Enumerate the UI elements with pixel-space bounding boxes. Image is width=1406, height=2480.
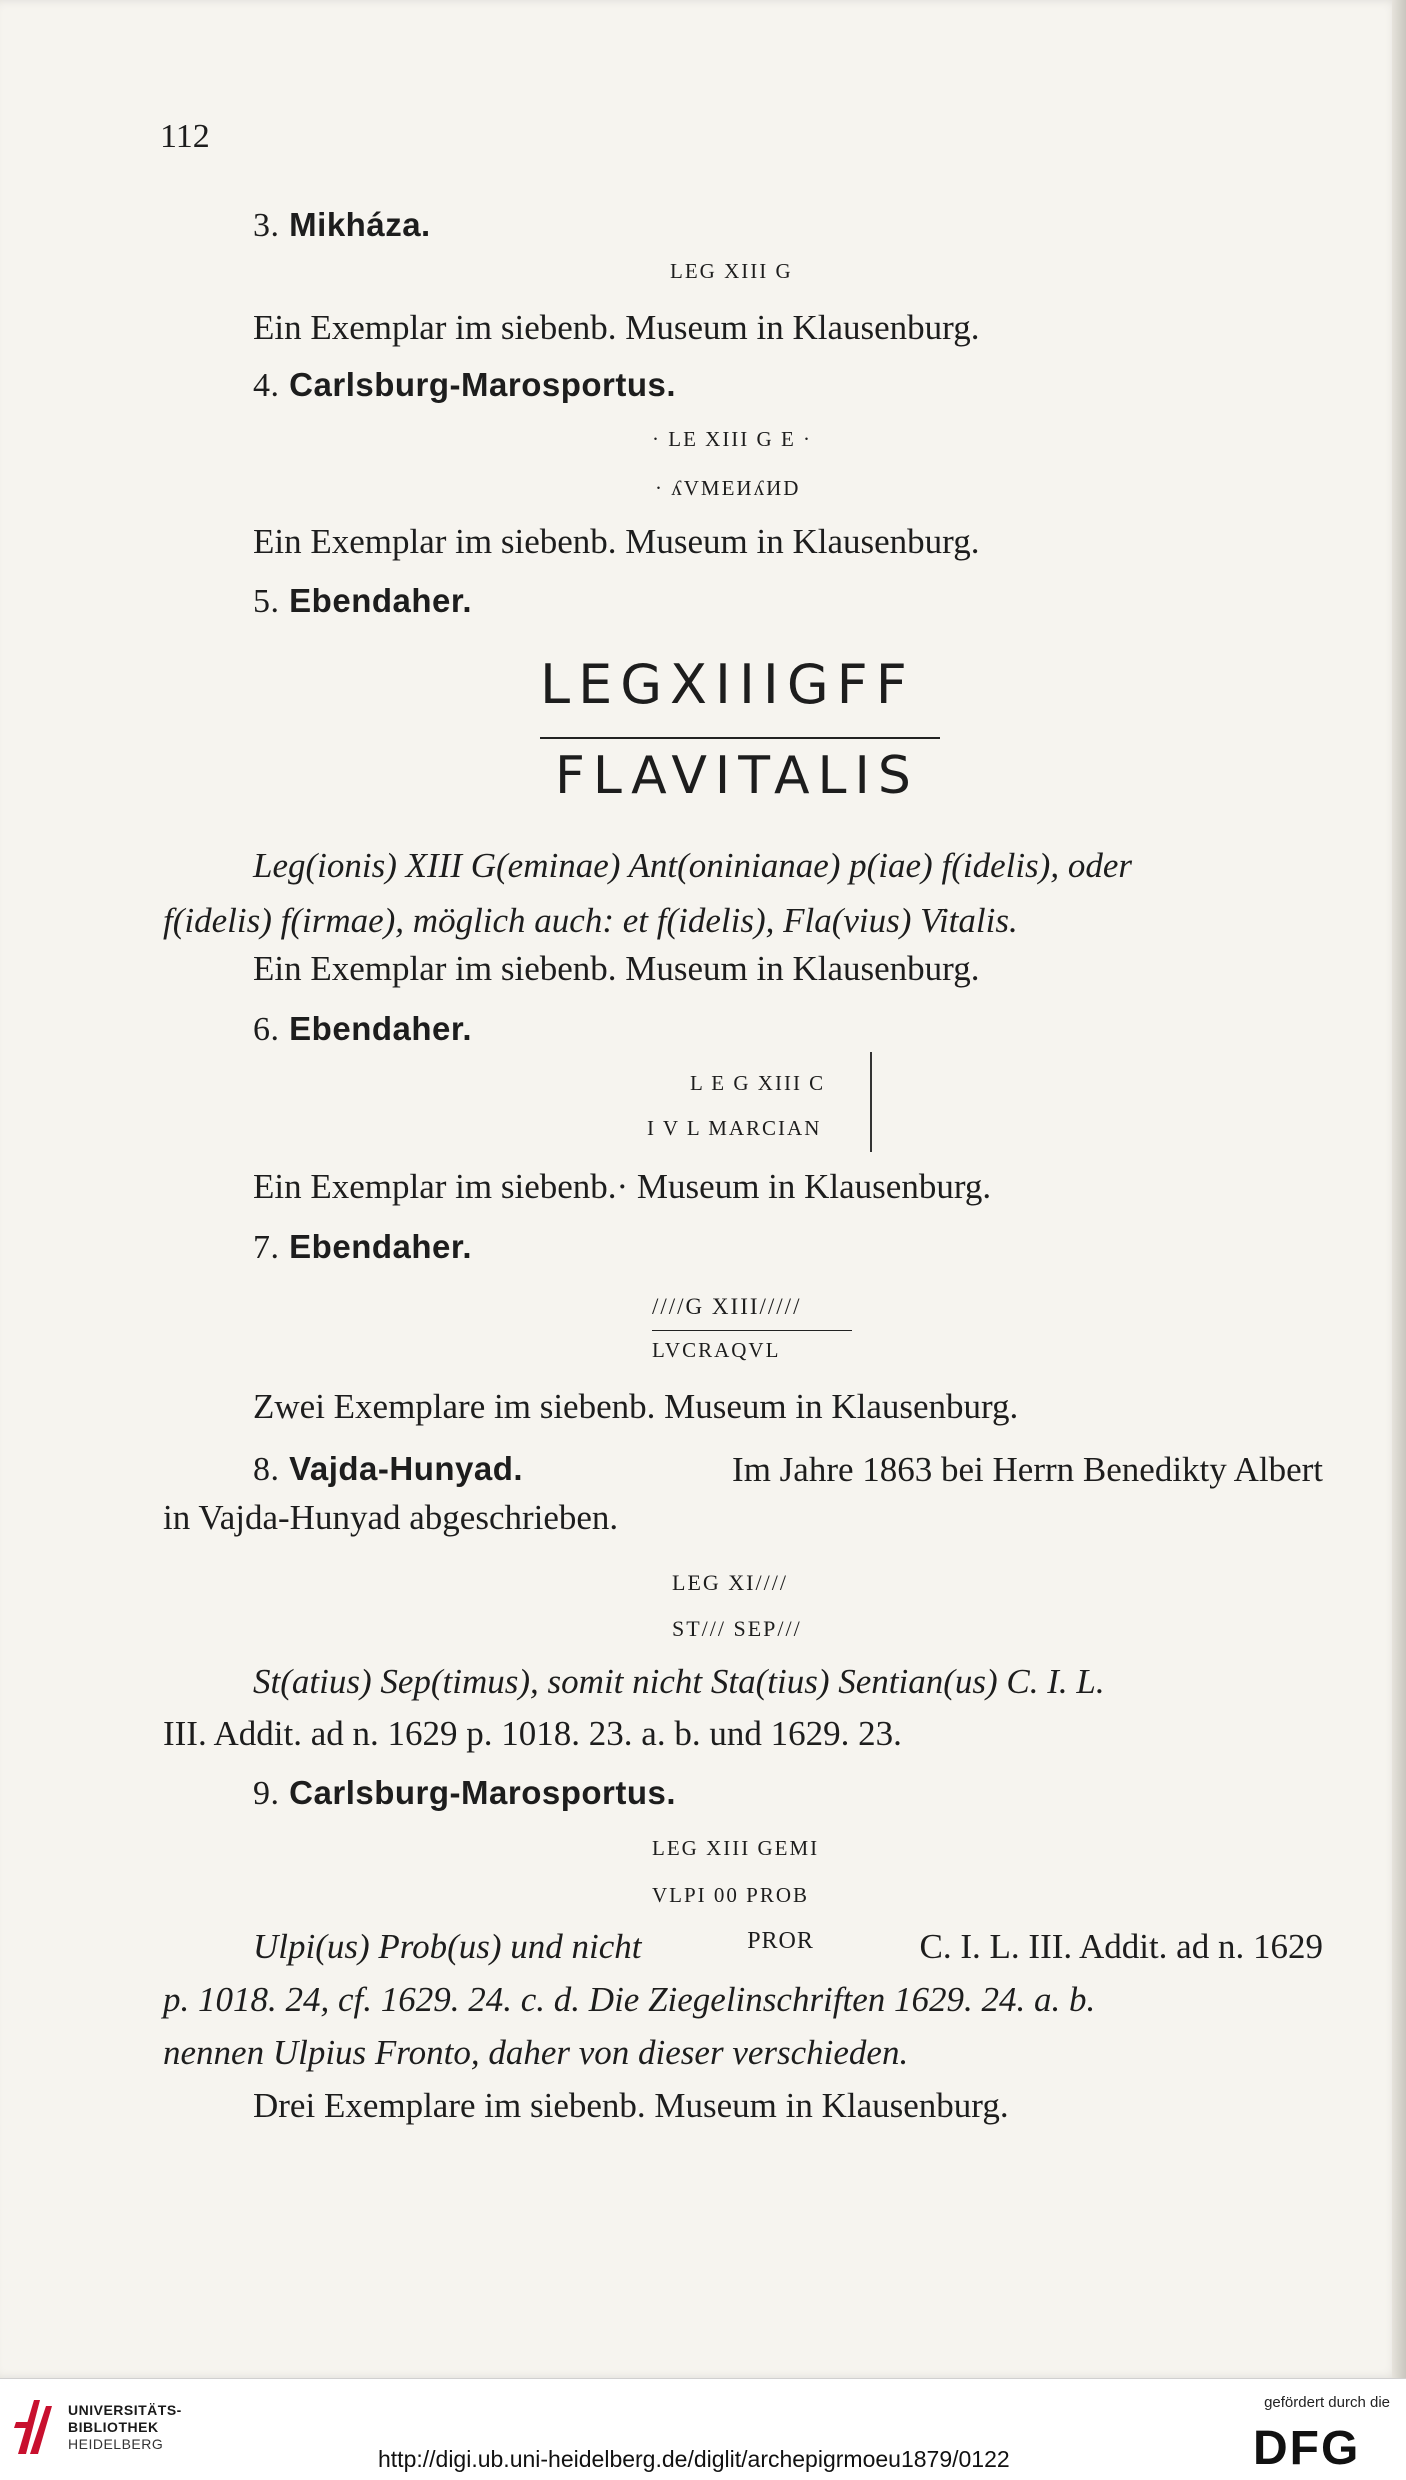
entry-6-heading: 6. Ebendaher. xyxy=(253,1010,473,1048)
entry-6-exemplar: Ein Exemplar im siebenb.· Museum in Klausenburg. xyxy=(253,1167,992,1206)
permalink-url[interactable]: http://digi.ub.uni-heidelberg.de/diglit/archepigrmoeu1879/0122 xyxy=(378,2446,1010,2472)
entry-4-heading: 4. Carlsburg-Marosportus. xyxy=(253,366,677,404)
entry-4-inscription-line2: · ʎVMEИʎИD xyxy=(655,476,801,500)
dfg-logo[interactable]: DFG xyxy=(1253,2422,1361,2475)
entry-8-comment-line2: III. Addit. ad n. 1629 p. 1018. 23. a. b. und 1629. 23. xyxy=(163,1714,902,1753)
entry-3-inscription: LEG XIII G xyxy=(670,259,793,283)
entry-6-inscription-line1: L E G XIII C xyxy=(690,1071,826,1095)
library-name-line2: BIBLIOTHEK xyxy=(68,2419,159,2435)
entry-8-inscription-line1: LEG XI//// xyxy=(672,1570,788,1595)
entry-8-intro-text: Im Jahre 1863 bei Herrn Benedikty Albert xyxy=(732,1450,1323,1489)
entry-5-handwritten-line1: LEGXIIIGFF xyxy=(540,653,915,716)
entry-5-exemplar: Ein Exemplar im siebenb. Museum in Klausenburg. xyxy=(253,949,980,988)
entry-8-inscription-line2: ST/// SEP/// xyxy=(672,1616,802,1641)
entry-5-heading: 5. Ebendaher. xyxy=(253,582,473,620)
funded-by-label: gefördert durch die xyxy=(1264,2394,1390,2411)
entry-7-inscription-line2: LVCRAQVL xyxy=(652,1338,781,1362)
university-logo-icon[interactable] xyxy=(14,2392,58,2458)
entry-6-fragment-edge xyxy=(870,1052,872,1152)
entry-5-expansion-line1: Leg(ionis) XIII G(eminae) Ant(oninianae) p(iae) f(idelis), oder xyxy=(253,846,1132,885)
entry-8-intro-line2: in Vajda-Hunyad abgeschrieben. xyxy=(163,1498,619,1537)
entry-8-heading: 8. Vajda-Hunyad. xyxy=(253,1450,524,1488)
entry-9-comment-line2: p. 1018. 24, cf. 1629. 24. c. d. Die Ziegelinschriften 1629. 24. a. b. xyxy=(163,1980,1096,2019)
entry-5-divider xyxy=(540,737,940,739)
entry-4-inscription-line1: · LE XIII G E · xyxy=(652,427,813,451)
entry-5-handwritten-line2: FLAVITALIS xyxy=(555,746,919,806)
entry-9-comment-line1: Ulpi(us) Prob(us) und nicht PROR C. I. L. III. Addit. ad n. 1629 xyxy=(253,1927,1323,1966)
entry-9-inscription-line1: LEG XIII GEMI xyxy=(652,1836,820,1860)
page-number: 112 xyxy=(160,118,210,155)
entry-3-exemplar: Ein Exemplar im siebenb. Museum in Klausenburg. xyxy=(253,308,980,347)
entry-9-heading: 9. Carlsburg-Marosportus. xyxy=(253,1774,677,1812)
library-name-line3: HEIDELBERG xyxy=(68,2436,164,2452)
entry-5-expansion-line2: f(idelis) f(irmae), möglich auch: et f(idelis), Fla(vius) Vitalis. xyxy=(163,901,1018,940)
entry-7-exemplare: Zwei Exemplare im siebenb. Museum in Klausenburg. xyxy=(253,1387,1019,1426)
entry-7-divider xyxy=(652,1330,852,1331)
entry-9-inscription-line2: VLPI 00 PROB xyxy=(652,1883,810,1907)
entry-9-exemplare: Drei Exemplare im siebenb. Museum in Klausenburg. xyxy=(253,2086,1009,2125)
entry-8-intro-line1 xyxy=(253,1452,1323,1487)
library-name-line1: UNIVERSITÄTS- xyxy=(68,2402,182,2418)
entry-9-comment-line3: nennen Ulpius Fronto, daher von dieser verschieden. xyxy=(163,2033,909,2072)
entry-7-inscription-line1: ////G XIII///// xyxy=(652,1294,802,1319)
entry-4-exemplar: Ein Exemplar im siebenb. Museum in Klausenburg. xyxy=(253,522,980,561)
entry-3-heading: 3. Mikháza. xyxy=(253,206,431,244)
entry-6-inscription-line2: I V L MARCIAN xyxy=(647,1116,822,1140)
page-edge-shadow xyxy=(1392,0,1406,2378)
entry-8-comment-line1: St(atius) Sep(timus), somit nicht Sta(tius) Sentian(us) C. I. L. xyxy=(253,1662,1105,1701)
entry-7-heading: 7. Ebendaher. xyxy=(253,1228,473,1266)
